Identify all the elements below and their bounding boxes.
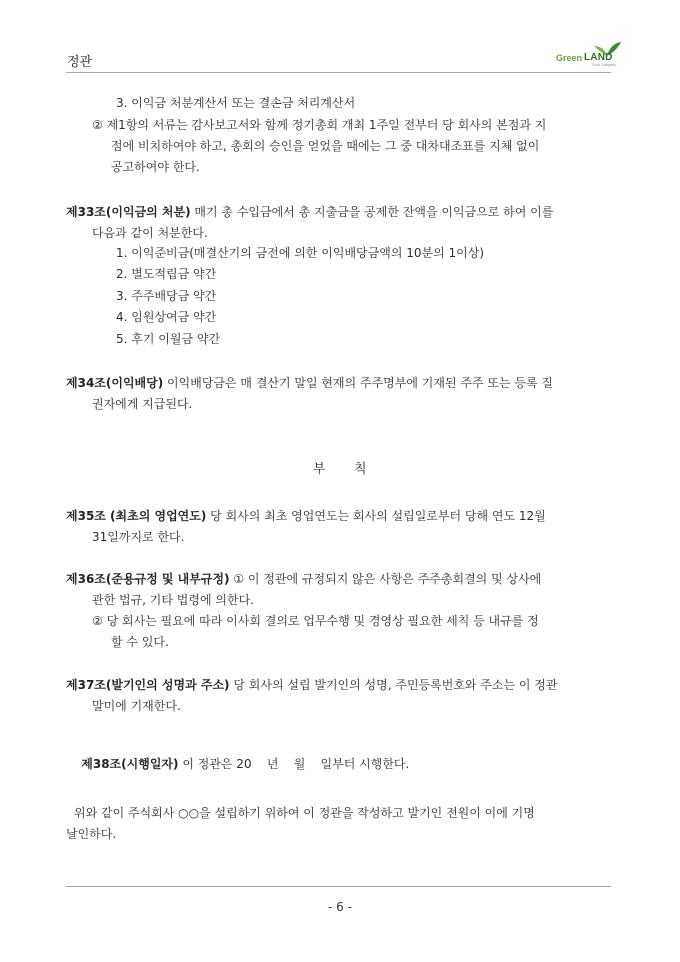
article-36-para-2-line-2: 할 수 있다. [111, 635, 169, 649]
article-33-line-2: 다음과 같이 처분한다. [92, 226, 208, 240]
article-33-line-1 [66, 204, 553, 220]
article-34-line-1 [66, 375, 553, 391]
header-divider [66, 72, 611, 73]
article-35-text: 당 회사의 최초 영업연도는 회사의 설립일로부터 당해 연도 12월 [206, 509, 546, 523]
article-37-text: 당 회사의 설립 발기인의 성명, 주민등록번호와 주소는 이 정관 [229, 678, 558, 692]
logo-text-land: LAND [584, 52, 613, 63]
article-38-label: 제38조(시행일자) [81, 757, 179, 771]
list-item: 3. 주주배당금 약간 [116, 289, 217, 303]
logo-text-green: Green [556, 53, 583, 63]
article-37-line-1 [66, 677, 558, 693]
article-36-text: ① 이 정관에 규정되지 않은 사항은 주주총회결의 및 상사에 [229, 572, 542, 586]
article-36-label: 제36조(준용규정 및 내부규정) [66, 572, 230, 586]
header-title: 정관 [67, 55, 93, 70]
section-heading-char-2: 칙 [354, 462, 368, 477]
closing-line-1: 위와 같이 주식회사 ○○을 설립하기 위하여 이 정관을 작성하고 발기인 전원이 이에 기명 [74, 806, 535, 820]
statement-item-3: 3. 이익금 처분계산서 또는 결손금 처리계산서 [116, 96, 356, 110]
article-34-label: 제34조(이익배당) [66, 376, 164, 390]
article-38-line-1 [66, 740, 409, 788]
article-37-label: 제37조(발기인의 성명과 주소) [66, 678, 230, 692]
article-35-line-2: 31일까지로 한다. [92, 530, 185, 544]
footer-divider [66, 886, 611, 887]
closing-line-2: 날인하다. [66, 827, 117, 841]
article-35-label: 제35조 (최초의 영업연도) [66, 509, 207, 523]
list-item: 5. 후기 이월금 약간 [116, 332, 221, 346]
company-logo [556, 40, 628, 68]
list-item: 1. 이익준비금(매결산기의 금전에 의한 이익배당금액의 10분의 1이상) [116, 246, 484, 260]
article-33-label: 제33조(이익금의 처분) [66, 205, 191, 219]
section-heading-char-1: 부 [312, 462, 326, 477]
article-36-line-1 [66, 571, 541, 587]
page-number: - 6 - [328, 900, 352, 914]
article-34-line-2: 권자에게 지급된다. [92, 397, 193, 411]
paragraph-line: 공고하여야 한다. [111, 160, 200, 174]
list-item: 2. 별도적립금 약간 [116, 267, 217, 281]
list-item: 4. 임원상여금 약간 [116, 310, 217, 324]
article-36-para-2-line-1: ② 당 회사는 필요에 따라 이사회 결의로 업무수행 및 경영상 필요한 세칙 등 내규를 정 [92, 614, 539, 628]
article-35-line-1 [66, 508, 546, 524]
article-36-line-2: 관한 법규, 기타 법령에 의한다. [92, 593, 254, 607]
article-34-text: 이익배당금은 매 결산기 말일 현재의 주주명부에 기재된 주주 또는 등록 질 [163, 376, 553, 390]
article-33-text: 매기 총 수입금에서 총 지출금을 공제한 잔액을 이익금으로 하여 이를 [190, 205, 554, 219]
article-38-text: 이 정관은 20 년 월 일부터 시행한다. [178, 757, 410, 771]
logo-subtitle: Food Company [592, 63, 616, 67]
article-37-line-2: 말미에 기재한다. [92, 699, 181, 713]
paragraph-line: ② 제1항의 서류는 감사보고서와 함께 정기총회 개최 1주일 전부터 당 회사의 본점과 지 [92, 118, 547, 132]
section-heading [0, 458, 680, 477]
paragraph-line: 점에 비치하여야 하고, 총회의 승인을 얻었을 때에는 그 중 대차대조표를 지체 없이 [111, 139, 540, 153]
